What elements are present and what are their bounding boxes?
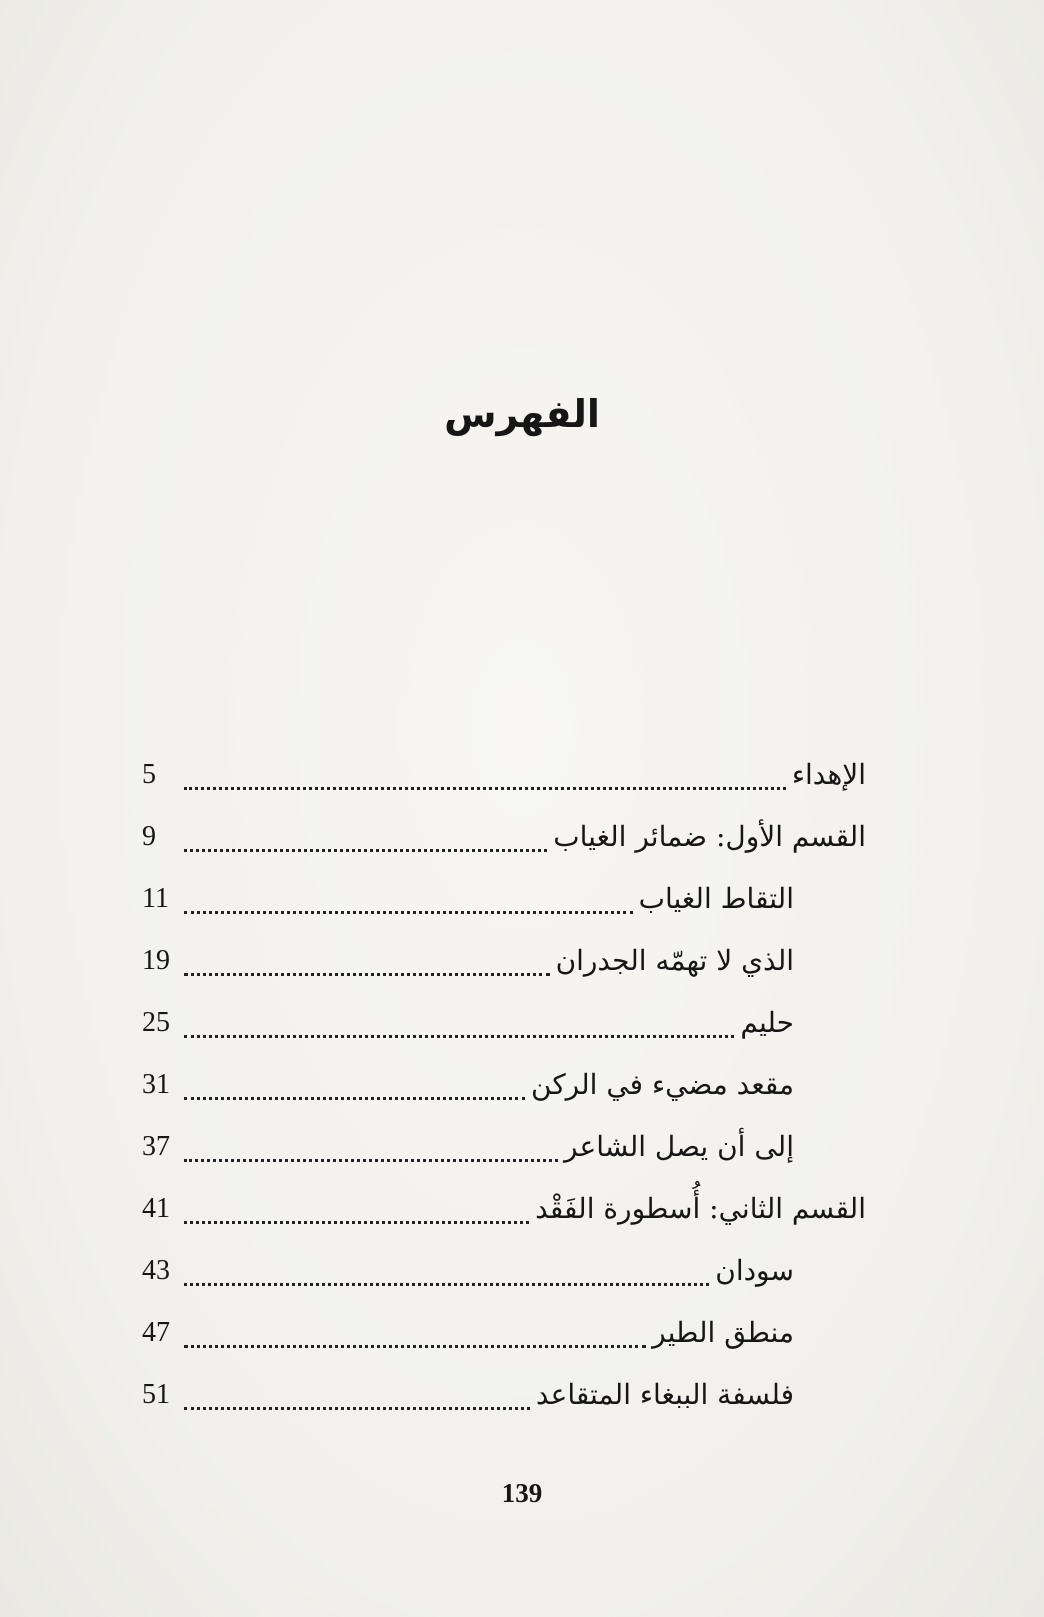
toc-entry xyxy=(142,938,794,984)
toc-entry xyxy=(142,876,794,922)
toc-entry-label: التقاط الغياب xyxy=(638,882,794,915)
toc-entry-page: 37 xyxy=(142,1131,170,1162)
toc-entry xyxy=(142,1310,794,1356)
toc-entry-label: منطق الطير xyxy=(652,1316,794,1349)
toc-entry-page: 31 xyxy=(142,1069,170,1100)
toc-entry-label: القسم الأول: ضمائر الغياب xyxy=(553,820,866,853)
toc-entry xyxy=(142,1000,794,1046)
toc-entry-label: فلسفة الببغاء المتقاعد xyxy=(535,1378,794,1411)
dot-leader xyxy=(184,747,786,790)
toc-entry-label: مقعد مضيء في الركن xyxy=(531,1068,794,1101)
page-number: 139 xyxy=(501,1478,543,1508)
toc-entry-label: إلى أن يصل الشاعر xyxy=(564,1130,794,1163)
dot-leader xyxy=(184,995,734,1038)
toc-section-heading xyxy=(142,814,866,860)
toc-entry-label: سودان xyxy=(715,1254,794,1287)
toc-entry-page: 47 xyxy=(142,1317,170,1348)
toc-entry-page: 11 xyxy=(142,883,169,914)
page-title: الفهرس xyxy=(444,392,600,436)
toc-entry xyxy=(142,1124,794,1170)
dot-leader xyxy=(184,1057,525,1100)
dot-leader xyxy=(184,809,547,852)
toc-entry-label: الذي لا تهمّه الجدران xyxy=(555,944,794,977)
toc-entry xyxy=(142,1372,794,1418)
toc-entry xyxy=(142,752,866,798)
toc-entry-page: 9 xyxy=(142,821,156,852)
dot-leader xyxy=(184,1305,646,1348)
toc-section-heading xyxy=(142,1186,866,1232)
toc-entry-page: 5 xyxy=(142,759,156,790)
toc-entry-label: القسم الثاني: أُسطورة الفَقْد xyxy=(535,1192,866,1225)
dot-leader xyxy=(184,1367,530,1410)
toc-entry xyxy=(142,1248,794,1294)
toc-entry-label: حليم xyxy=(740,1006,794,1039)
toc-entry-page: 43 xyxy=(142,1255,170,1286)
dot-leader xyxy=(184,1181,529,1224)
toc-entry-page: 41 xyxy=(142,1193,170,1224)
toc-entry-page: 19 xyxy=(142,945,170,976)
toc-entry-page: 51 xyxy=(142,1379,170,1410)
toc-entry-label: الإهداء xyxy=(791,758,866,791)
dot-leader xyxy=(184,871,633,914)
dot-leader xyxy=(184,1119,558,1162)
dot-leader xyxy=(184,933,550,976)
toc-entry xyxy=(142,1062,794,1108)
toc-entry-page: 25 xyxy=(142,1007,170,1038)
dot-leader xyxy=(184,1243,709,1286)
